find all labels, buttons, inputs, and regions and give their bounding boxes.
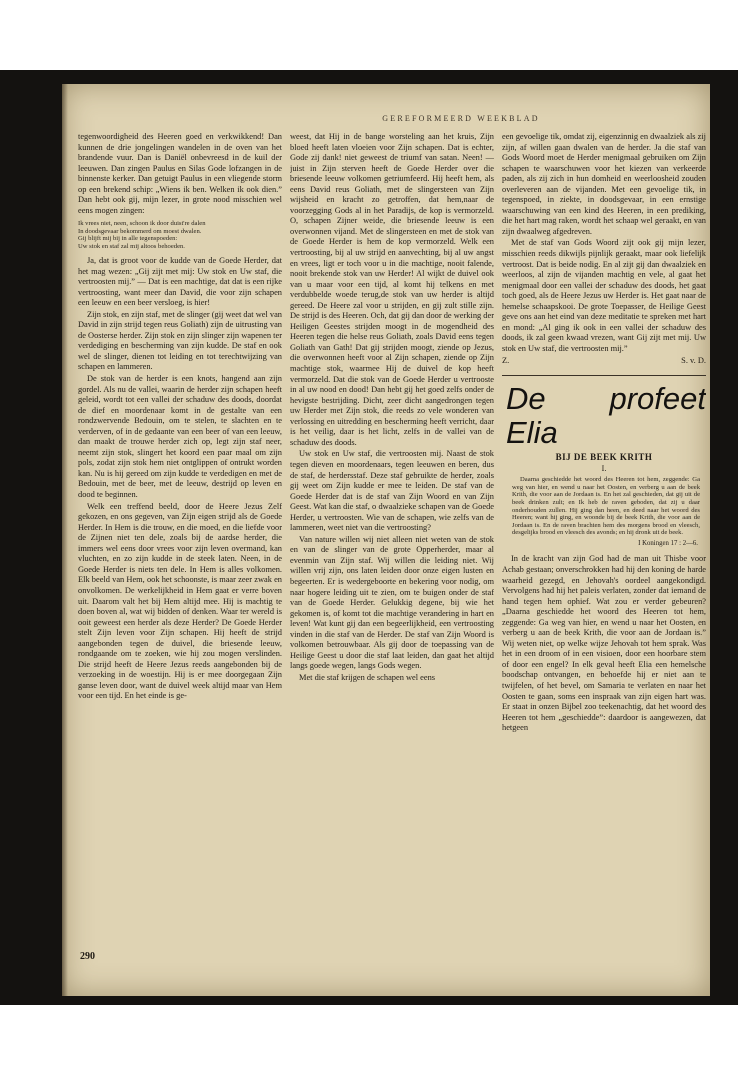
section-number: I. (601, 463, 607, 473)
verse-line: Uw stok en staf zal mij altoos behoeden. (78, 242, 185, 250)
paragraph: Ja, dat is groot voor de kudde van de Goede Herder, dat het mag wezen: „Gij zijt met mij: Uw stok en Uw staf, die vertroosten mij.” — Dat is een machtige, dat dat is een rijke vertroosting, want meer dan David, die voor zijn schapen een leeuw en een beer versloeg, is hier! (78, 256, 282, 308)
paragraph: Van nature willen wij niet alleen niet weten van de stok en van de slinger van de grote Opperherder, maar al evenmin van Zijn staf. Wij willen die leiding niet. Wij willen vrij zijn, ons laten leiden door onze eigen lusten en begeerten. Er is wedergeboorte en bekering voor nodig, om naar hogere leiding uit te zien, om te buigen onder de staf van de Goede Herder. Gelukkig degene, bij wie het gekomen is, of komt tot die machtige verandering in hart en leven! Wat kunt gij dan een begeerlijkheid, een vertroosting vinden in die staf van de Herder. De staf van Zijn Woord is volkomen betrouwbaar. Als gij door de toepassing van de Heilige Geest u door die staf laat leiden, dan gaat het altijd langs goede wegen, langs Gods wegen. (290, 534, 494, 671)
paragraph: In de kracht van zijn God had de man uit Thisbe voor Achab gestaan; onverschrokken had hij den koning de harde waarheid gezegd, en Jehovah's oordeel aangekondigd. Vervolgens had hij het paleis verlaten, zonder dat iemand de hand tegen hem ophief. Wat zou er verder gebeuren? „Daarna geschiedde het woord des Heeren tot hem, zeggende: Ga weg van hier, en wend u naar het Oosten, en verberg u aan de beek Krith, die voor aan de Jordaan is.” Wij weten niet, op welke wijze Jehovah tot hem sprak. Was het in een droom of in een visioen, door een hoorbare stem of door een engel? In elk geval heeft Elia een hemelsche boodschap ontvangen, en behoefde hij er niet aan te twijfelen, of het bevel, om Samaria te verlaten en naar het Oosten te gaan, soms een inspraak van zijn eigen hart was. Er staat in onzen Bijbel zoo teekenachtig, dat het woord des Heeren tot hem „geschiedde”: daardoor is aangewezen, dat hetgeen (502, 554, 706, 733)
quote-text: Daarna geschiedde het woord des Heeren tot hem, zeggende: Ga weg van hier, en wend u naar het Oosten, en verberg u aan de beek Krith, die voor aan de Jordaan is. En het zal geschieden, dat gij uit de beek drinken zult; en Ik heb de raven geboden, dat zij u daar onderhouden zullen. Hij ging dan heen, en deed naar het woord des Heeren; want hij ging, en woonde bij de beek Krith, die voor aan de Jordaan is. En de raven brachten hem des morgens brood en vleesch, desgelijks brood en vleesch des avonds; en hij dronk uit de beek. (512, 476, 700, 537)
running-header (62, 114, 710, 123)
page-fold-shadow (62, 84, 68, 996)
paragraph: Welk een treffend beeld, door de Heere Jezus Zelf gekozen, en ons gegeven, van Zijn eigen strijd als de Goede Herder. In Hem is die trouw, en die moed, en die liefde voor de Zijnen niet ten dele, zoals bij de aardse herder, die immers wel eens door vrees voor zijn leven overmand, kan vluchten, en zo zijn kudde in de steek laten. Neen, in de Goede Herder is niets ten dele. In Hem is alles volkomen. Elk beeld van Hem, ook het schoonste, is maar zeer zwak en onvolkomen. De werkelijkheid in Hem gaat er verre boven uit. Daarom valt het bij Hem altijd mee. Hij is machtig te doen boven al, wat wij bidden of denken. Waar ter wereld is ooit geweest een herder als deze Herder? De Goede Herder stelt Zijn leven voor Zijn schapen. Hij heeft de strijd aangebonden tegen de duivel, die briesende leeuw, rondgaande om te zoeken, wie hij zou mogen verslinden. Die strijd heeft de Heere Jezus reeds aangebonden bij de verzoeking in de woestijn. Hij is er mee doorgegaan Zijn ganse leven door, want de duivel week altijd maar van Hem voor een tijd. En het einde is ge- (78, 501, 282, 701)
paragraph: tegenwoordigheid des Heeren goed en verkwikkend! Dan kunnen de drie jongelingen wandelen in de oven van het brandende vuur. Dan is Daniël onbevreesd in de kuil der leeuwen. Dan zingen Paulus en Silas Gode lofzangen in de binnenste kerker. Dan getuigt Paulus in een vliegende storm op een brekend schip: „Wiens ik ben. Welken ik ook dien.” Dan hebt ook gij, mijn lezer, in grote nood misschien wel eens mogen zingen: (78, 132, 282, 215)
scripture-reference: I Koningen 17 : 2—6. (638, 539, 698, 547)
paragraph: Met die staf krijgen de schapen wel eens (299, 672, 436, 682)
paragraph: Zijn stok, en zijn staf, met de slinger (gij weet dat wel van David in zijn strijd tegen reus Goliath) zijn de uitrusting van de Oosterse herder. Zijn stok en zijn slinger zijn wapenen ter verdediging en bescherming van zijn kudde. De staf en ook wel de slinger, dienen tot leiding en tot terechtwijzing van schapen en lammeren. (78, 309, 282, 372)
article-subtitle: BIJ DE BEEK KRITH (555, 452, 653, 463)
paragraph: een gevoelige tik, omdat zij, eigenzinnig en dwaalziek als zij zijn, af willen gaan dwalen van de herder. Ja die staf van Gods Woord moet de Herder menigmaal gebruiken om Zijn schapen te waarschuwen voor het kiezen van verkeerde paden, als zij zich in hun domheid en weerloosheid zouden overleveren aan de vijanden. Met een gevoelige tik, in tegenspoed, in ziekte, in doodsgevaar, in een ernstige waarschuwing van een kind des Heeren, in een prediking, die het hart mag raken, wordt het schaap wel geraakt, en van zijn dwaalweg afgedreven. (502, 132, 706, 236)
verse-line: Gij blijft mij bij in alle tegenspoeden: (78, 235, 178, 243)
scripture-quote (512, 476, 700, 537)
column-2 (290, 132, 494, 947)
paragraph: De stok van de herder is een knots, hangend aan zijn gordel. Als nu de vallei, waarin de herder zijn schapen heeft geleid, wordt tot een vallei der schaduw des doods, doordat de dief en moordenaar komt in de gestalte van een rondzwervende Bedouin, om te stelen, te slachten en te verderven, of in de gedaante van een beer of van een leeuw, dan maakt de trouwe herder zich op, legt zijn staf neer, neemt zijn stok, slingert het koord een paar maal om zijn pols, zodat zijn stok hem niet ontglippen of ontrukt worden kan. Nu is hij gereed om zijn kudde te verdedigen en met de Bedouin, met de beer, met de leeuw, destrijd op leven en dood te beginnen. (78, 374, 282, 500)
verse-line: Ik vrees niet, neen, schoon ik door duist're dalen (78, 220, 206, 228)
paragraph: Uw stok en Uw staf, die vertroosten mij. Naast de stok tegen dieven en moordenaars, tegen leeuwen en beren, dus de staf, de herdersstaf. Deze staf gebruikte de herder, zoals gij weet om Zijn kudde er mee te leiden. De staf van de Goede Herder dat is de staf van Zijn Woord en van Zijn Geest. Wat kan die staf, o dwaalzieke schapen van de Goede Herder, u vertroosten. Wie van de schapen, wie zelfs van de lammeren, weet niet van die vertroosting? (290, 449, 494, 533)
newspaper-page (62, 84, 710, 996)
signature-right: S. v. D. (681, 356, 706, 366)
article-title: De profeet Elia (506, 381, 706, 451)
verse-line: In doodsgevaar bekommerd om moest dwalen. (78, 227, 202, 235)
page-number: 290 (80, 951, 95, 962)
running-title: GEREFORMEERD WEEKBLAD (382, 114, 540, 123)
column-3 (502, 132, 706, 947)
psalm-verse (78, 220, 282, 250)
signature-left: Z. (502, 356, 510, 366)
column-1 (78, 132, 282, 947)
paragraph: Met de staf van Gods Woord zijt ook gij mijn lezer, misschien reeds dikwijls pijnlijk geraakt, maar ook liefelijk vertroost. Dat is beide nodig. En al zijt gij dan dwaalziek en weerloos, al zijn de vijanden machtig en vele, al gaat het menigmaal door een vallei der schaduw des doods, het gaat toch goed, als de Heere Jezus uw Herder is. Het gaat naar de hemelse schaapskooi. De grote Toepasser, de Heilige Geest geve ons aan het eind van deze meditatie te spreken met hart en mond: „Al ging ik ook in een vallei der schaduw des doods, ik zal geen kwaad vrezen, want Gij zijt met mij. Uw stok en Uw staf, die vertroosten mij.” (502, 238, 706, 353)
article-divider (502, 375, 706, 376)
paragraph: weest, dat Hij in de bange worsteling aan het kruis, Zijn bloed heeft laten vloeien voor Zijn schapen. Dat is echter, Gode zij dank! niet geweest de triumf van satan. Neen! — juist in Zijn sterven heeft de Goede Herder over die briesende leeuw volkomen getriumfeerd. Hij heeft hem, als eens David reus Goliath, met de slingersteen van Zijn wijsheid en kracht zo getroffen, dat hem,naar de voorzegging Gods al in het Paradijs, de kop is vermorzeld. O, schapen Zijner weide, die briesende leeuw is een overwonnen vijand. Met de slingersteen en met de stok van de Goede Herder is hem de kop vermorzeld. Welk een vertroosting, bij al uw strijd en aanvechting, bij al uw angst en vrees, ligt er toch voor u in die machtige, nooit falende, nooit brekende stok van uw Herder! Al wijkt de duivel ook van u maar voor een tijd, al komt hij telkens en met verdubbelde woede terug,de stok van uw herder is altijd gereed. De Heere zal voor u strijden, en gij zult stille zijn. De strijd is des Heeren. Och, dat gij dan door de werking der Heiligen Geestes strijden moogt in de mogendheid des Heeren tegen die helse reus Goliath, zoals David eens tegen Goliath van Gath! Dat gij strijden moogt, ziende op Jezus, die overwonnen heeft voor al Zijn schapen, ziende op Zijn machtige stok, waarmee Hij de duivel de kop heeft vermorzeld. Dat die stok van de Goede Herder u vertrooste in al uw nood en dood! Dan hebt gij het goed zelfs onder de hevigste bestrijding. Dicht, zeer dicht aangedrongen tegen uw Herder met Zijn stok, die reeds zo vele wonderen van verlossing en uitredding en bescherming heeft verricht, daar is het veilig, daar is het licht, zelfs in de vallei van de schaduw des doods. (290, 132, 494, 447)
signature-line (502, 356, 706, 367)
